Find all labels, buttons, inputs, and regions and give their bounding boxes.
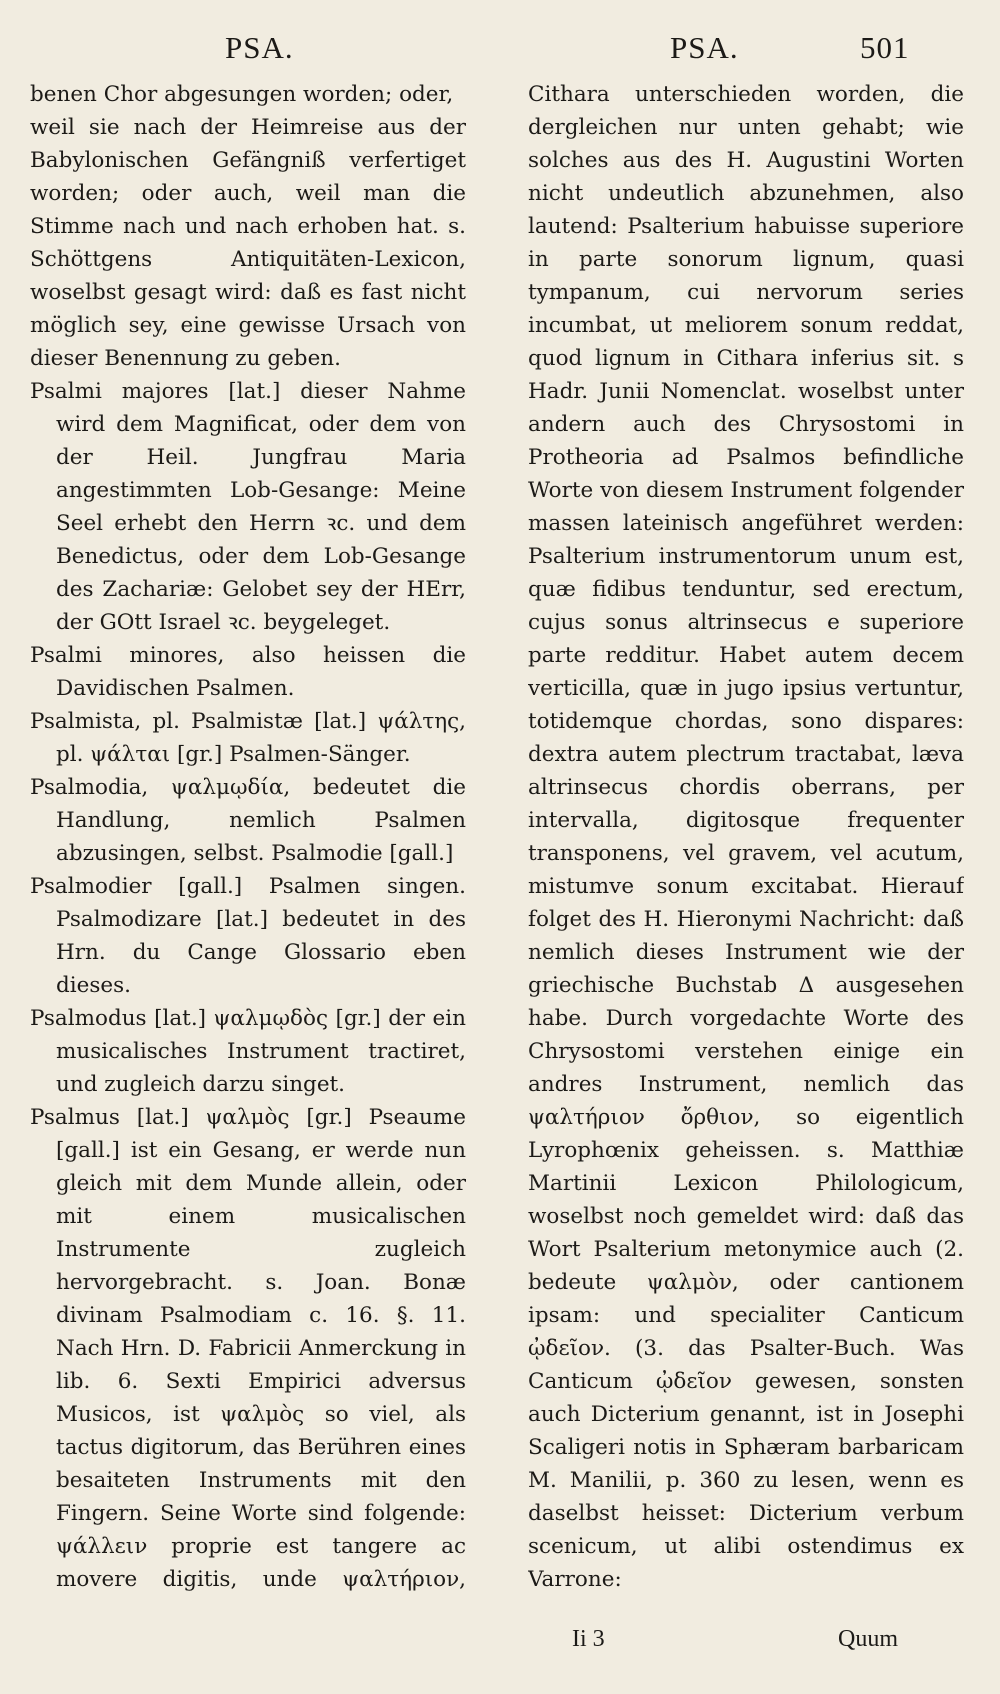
running-head-right: PSA. [670,30,739,65]
entry-psalmi-majores: Psalmi majores [lat.] dieser Nahme wird dem Magnificat, oder dem von der Heil. Jungfrau Maria angestimmten Lob-Gesange: Meine Seel erhebt den Herrn ꝛc. und dem Benedictus, oder dem Lob-Gesange des Zachariæ: Gelobet sey der HErr, der GOtt Israel ꝛc. beygeleget. [30,379,466,635]
entry-psalmus: Psalmus [lat.] ψαλμὸς [gr.] Pseaume [gall.] ist ein Gesang, er werde nun gleich mit dem Munde allein, oder mit einem musicalischen Instrumente zugleich hervorgebracht. s. Joan. Bonæ divinam Psalmodiam c. 16. §. 11. Nach Hrn. D. Fabricii Anmerckung in lib. 6. Sexti Empirici adversus Musicos, ist ψαλμὸς so viel, als tactus digitorum, das Berühren eines besaiteten Instruments mit den Fingern. Seine Worte sind folgende: ψάλλειν proprie est tangere ac movere digitis, unde ψαλτήριον, [30,1105,466,1592]
continued-text: weil sie nach der Heimreise aus der Babylonischen Gefängniß verfertiget worden; oder auch, weil man die Stimme nach und nach erhoben hat. s. Schöttgens Antiquitäten-Lexicon, woselbst gesagt wird: daß es fast nicht möglich sey, eine gewisse Ursach von dieser Benennung zu geben. [30,115,466,371]
entry-psalmi-minores: Psalmi minores, also heissen die Davidischen Psalmen. [30,643,466,701]
continued-line: benen Chor abgesungen worden; oder, [30,82,454,107]
right-column [528,78,964,1598]
page-number: 501 [860,30,910,65]
entry-psalmista: Psalmista, pl. Psalmistæ [lat.] ψάλτης, pl. ψάλται [gr.] Psalmen-Sänger. [30,709,466,767]
catchword: Quum [838,1626,898,1652]
signature-mark: Ii 3 [572,1626,605,1652]
entry-psalmodier: Psalmodier [gall.] Psalmen singen. Psalmodizare [lat.] bedeutet in des Hrn. du Cange Glossario eben dieses. [30,874,466,998]
left-column [30,78,466,1598]
verse-line-1 [528,1596,964,1598]
running-head-left: PSA. [225,30,294,65]
entry-psalmodus: Psalmodus [lat.] ψαλμῳδὸς [gr.] der ein musicalisches Instrument tractiret, und zugleich darzu singet. [30,1006,466,1097]
right-paragraph-1: Cithara unterschieden worden, die dergleichen nur unten gehabt; wie solches aus des H. Augustini Worten nicht undeutlich abzunehmen, also lautend: Psalterium habuisse superiore in parte sonorum lignum, quasi tympanum, cui nervorum series incumbat, ut meliorem sonum reddat, quod lignum in Cithara inferius sit. s Hadr. Junii Nomenclat. woselbst unter andern auch des Chrysostomi in Protheoria ad Psalmos befindliche Worte von diesem Instrument folgender massen lateinisch angeführet werden: Psalterium instrumentorum unum est, quæ fidibus tenduntur, sed erectum, cujus sonus altrinsecus e superiore parte redditur. Habet autem decem verticilla, quæ in jugo ipsius vertuntur, totidemque chordas, sono dispares: dextra autem plectrum tractabat, læva altrinsecus chordis oberrans, per intervalla, digitosque frequenter transponens, vel gravem, vel acutum, mistumve sonum excitabat. Hierauf folget des H. Hieronymi Nachricht: daß nemlich dieses Instrument wie der griechische Buchstab Δ ausgesehen habe. Durch vorgedachte Worte des Chrysostomi verstehen einige ein andres Instrument, nemlich das ψαλτήριον ὄρθιον, so eigentlich Lyrophœnix geheissen. s. Matthiæ Martinii Lexicon Philologicum, woselbst noch gemeldet wird: daß das Wort Psalterium metonymice auch (2. bedeute ψαλμὸν, oder cantionem ipsam: und specialiter Canticum ᾠδεῖον. (3. das Psalter-Buch. Was Canticum ᾠδεῖον gewesen, sonsten auch Dicterium genannt, ist in Josephi Scaligeri notis in Sphæram barbaricam M. Manilii, p. 360 zu lesen, wenn es daselbst heisset: Dicterium verbum scenicum, ut alibi ostendimus ex Varrone: [528,82,964,1592]
entry-psalmodia: Psalmodia, ψαλμῳδία, bedeutet die Handlung, nemlich Psalmen abzusingen, selbst. Psalmodie [gall.] [30,775,466,866]
